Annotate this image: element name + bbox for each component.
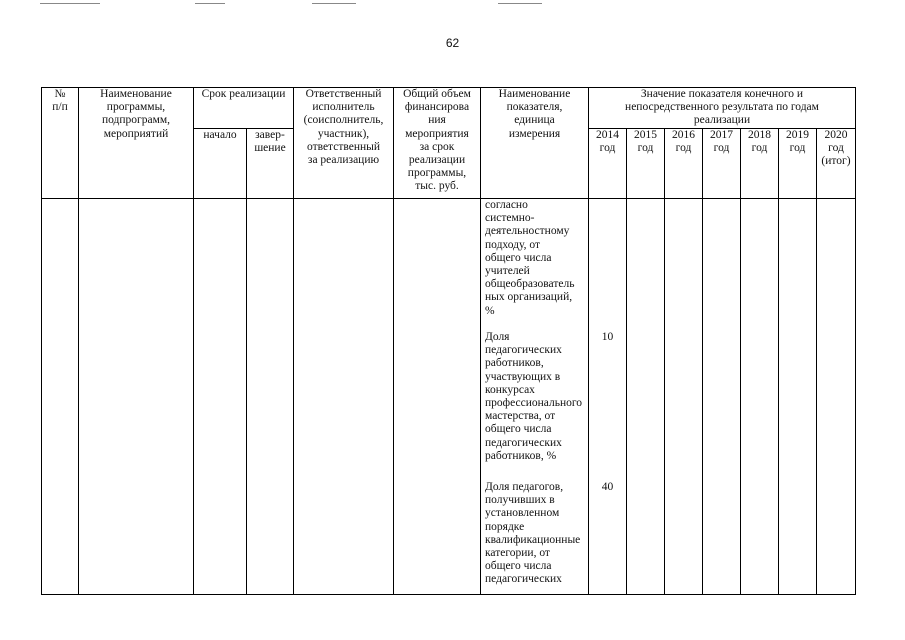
body-year-2019-cell xyxy=(779,199,817,595)
header-term: Срок реализации xyxy=(194,88,294,129)
body-year-2018-cell xyxy=(741,199,779,595)
header-year-2018: 2018 год xyxy=(741,129,779,199)
header-term-start: начало xyxy=(194,129,247,199)
value-2014-indicator-3: 40 xyxy=(601,481,614,493)
header-year-2014: 2014 год xyxy=(589,129,627,199)
body-year-2016-cell xyxy=(665,199,703,595)
page-number: 62 xyxy=(445,36,460,50)
top-rule-1 xyxy=(40,3,100,4)
header-values-title: Значение показателя конечного и непосредственного результата по годам реализации xyxy=(589,88,856,129)
top-rule-3 xyxy=(312,3,356,4)
header-year-2019: 2019 год xyxy=(779,129,817,199)
body-name-cell xyxy=(79,199,194,595)
header-term-end: завер- шение xyxy=(247,129,294,199)
header-year-2017: 2017 год xyxy=(703,129,741,199)
header-year-2015: 2015 год xyxy=(627,129,665,199)
header-responsible: Ответственный исполнитель (соисполнитель, участник), ответственный за реализацию xyxy=(294,88,394,199)
header-indicator: Наименование показателя, единица измерения xyxy=(481,88,589,199)
header-funding: Общий объем финансирова ния мероприятия за срок реализации программы, тыс. руб. xyxy=(394,88,481,199)
indicator-3: Доля педагогов, получивших в установленном порядке квалификационные категории, от общего числа педагогических xyxy=(485,481,581,586)
indicator-2: Доля педагогических работников, участвующих в конкурсах профессионального мастерства, от общего числа педагогических работников, % xyxy=(485,331,583,462)
header-year-2020: 2020 год (итог) xyxy=(817,129,856,199)
indicator-1: согласно системно- деятельностному подходу, от общего числа учителей общеобразователь ных организаций, % xyxy=(485,199,575,317)
body-funding-cell xyxy=(394,199,481,595)
body-year-2017-cell xyxy=(703,199,741,595)
header-num: № п/п xyxy=(42,88,79,199)
header-name: Наименование программы, подпрограмм, мероприятий xyxy=(79,88,194,199)
body-num-cell xyxy=(42,199,79,595)
body-year-2014-cell xyxy=(589,199,627,595)
body-term-end-cell xyxy=(247,199,294,595)
header-year-2016: 2016 год xyxy=(665,129,703,199)
body-responsible-cell xyxy=(294,199,394,595)
top-rule-2 xyxy=(195,3,225,4)
body-year-2020-cell xyxy=(817,199,856,595)
program-table xyxy=(41,87,856,595)
top-rule-4 xyxy=(498,3,542,4)
body-year-2015-cell xyxy=(627,199,665,595)
body-indicator-cell xyxy=(481,199,589,595)
value-2014-indicator-2: 10 xyxy=(601,331,614,343)
body-term-start-cell xyxy=(194,199,247,595)
